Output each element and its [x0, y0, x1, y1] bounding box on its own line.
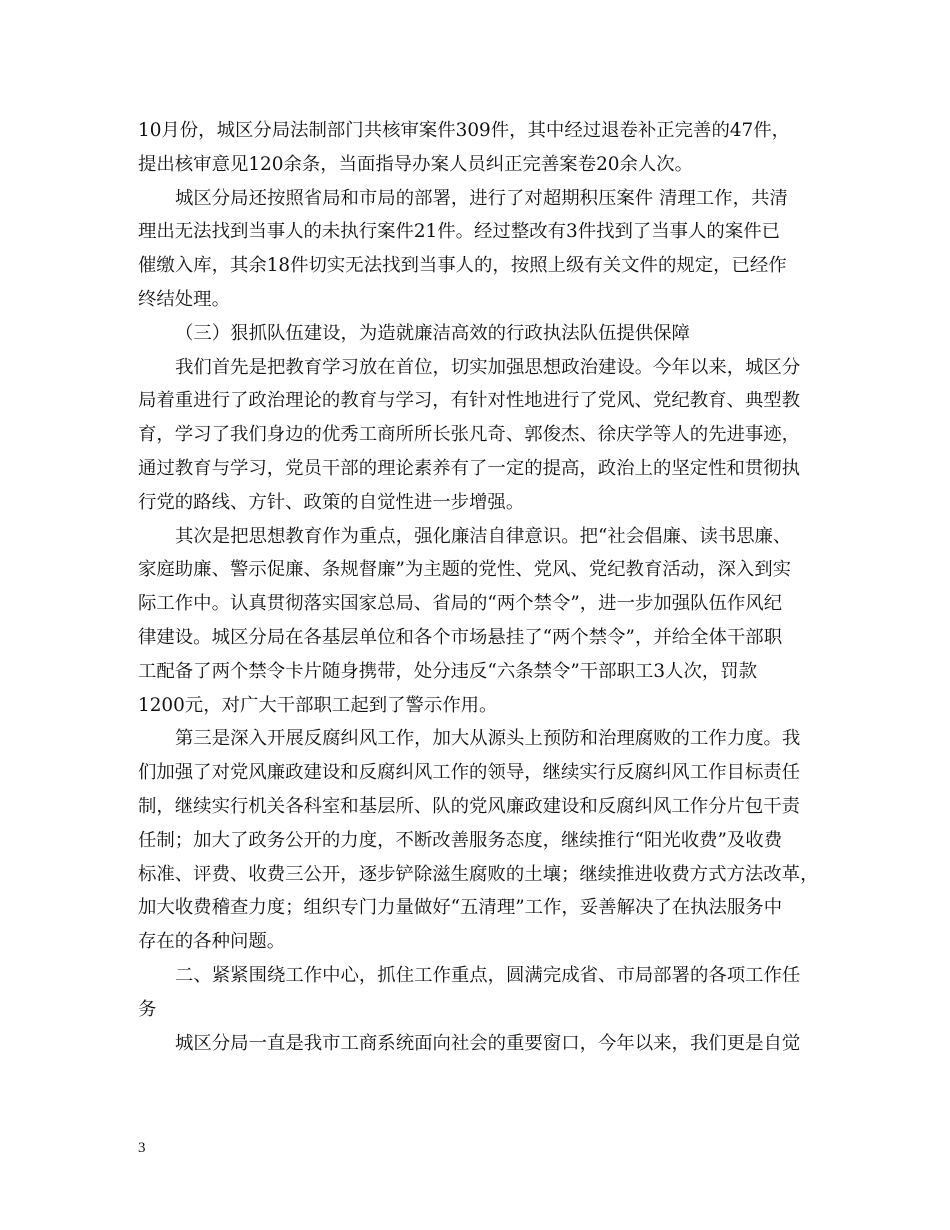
text-line: 其次是把思想教育作为重点，强化廉洁自律意识。把“社会倡廉、读书思廉、 [175, 525, 792, 547]
text-line: 通过教育与学习，党员干部的理论素养有了一定的提高，政治上的坚定性和贯彻执 [138, 457, 801, 479]
text-line: 务 [138, 998, 157, 1020]
text-line: 际工作中。认真贯彻落实国家总局、省局的“两个禁令”，进一步加强队伍作风纪 [138, 593, 783, 615]
text-line: 二、紧紧围绕工作中心，抓住工作重点，圆满完成省、市局部署的各项工作任 [175, 964, 801, 986]
document-body [138, 114, 828, 1060]
text-line: 工配备了两个禁令卡片随身携带，处分违反“六条禁令”干部职工3人次，罚款 [138, 660, 758, 682]
text-line: 第三是深入开展反腐纠风工作，加大从源头上预防和治理腐败的工作力度。我 [175, 728, 801, 750]
text-line: 标准、评费、收费三公开，逐步铲除滋生腐败的土壤；继续推进收费方式方法改革， [138, 863, 819, 885]
text-line: （三）狠抓队伍建设，为造就廉洁高效的行政执法队伍提供保障 [175, 322, 690, 344]
text-line: 终结处理。 [138, 288, 230, 310]
text-line: 1200元，对广大干部职工起到了警示作用。 [138, 694, 498, 716]
text-line: 城区分局还按照省局和市局的部署，进行了对超期积压案件 清理工作，共清 [175, 187, 788, 209]
text-line: 提出核审意见120余条，当面指导办案人员纠正完善案卷20余人次。 [138, 153, 694, 175]
text-line: 育，学习了我们身边的优秀工商所所长张凡奇、郭俊杰、徐庆学等人的先进事迹， [138, 424, 801, 446]
text-line: 催缴入库，其余18件切实无法找到当事人的，按照上级有关文件的规定，已经作 [138, 255, 787, 277]
text-line: 加大收费稽查力度；组织专门力量做好“五清理”工作，妥善解决了在执法服务中 [138, 897, 783, 919]
text-line: 们加强了对党风廉政建设和反腐纠风工作的领导，继续实行反腐纠风工作目标责任 [138, 762, 801, 784]
text-line: 制，继续实行机关各科室和基层所、队的党风廉政建设和反腐纠风工作分片包干责 [138, 795, 801, 817]
text-line: 律建设。城区分局在各基层单位和各个市场悬挂了“两个禁令”，并给全体干部职 [138, 626, 783, 648]
text-line: 行党的路线、方针、政策的自觉性进一步增强。 [138, 491, 525, 513]
text-line: 理出无法找到当事人的未执行案件21件。经过整改有3件找到了当事人的案件已 [138, 221, 780, 243]
text-line: 城区分局一直是我市工商系统面向社会的重要窗口，今年以来，我们更是自觉 [175, 1032, 801, 1054]
text-line: 存在的各种问题。 [138, 931, 286, 953]
text-line: 10月份，城区分局法制部门共核审案件309件，其中经过退卷补正完善的47件， [138, 120, 791, 141]
text-line: 局着重进行了政治理论的教育与学习，有针对性地进行了党风、党纪教育、典型教 [138, 390, 801, 412]
page-number: 3 [138, 1140, 146, 1156]
text-line: 我们首先是把教育学习放在首位，切实加强思想政治建设。今年以来，城区分 [175, 356, 801, 378]
text-line: 家庭助廉、警示促廉、条规督廉”为主题的党性、党风、党纪教育活动，深入到实 [138, 559, 792, 581]
text-line: 任制；加大了政务公开的力度，不断改善服务态度，继续推行“阳光收费”及收费 [138, 829, 783, 851]
